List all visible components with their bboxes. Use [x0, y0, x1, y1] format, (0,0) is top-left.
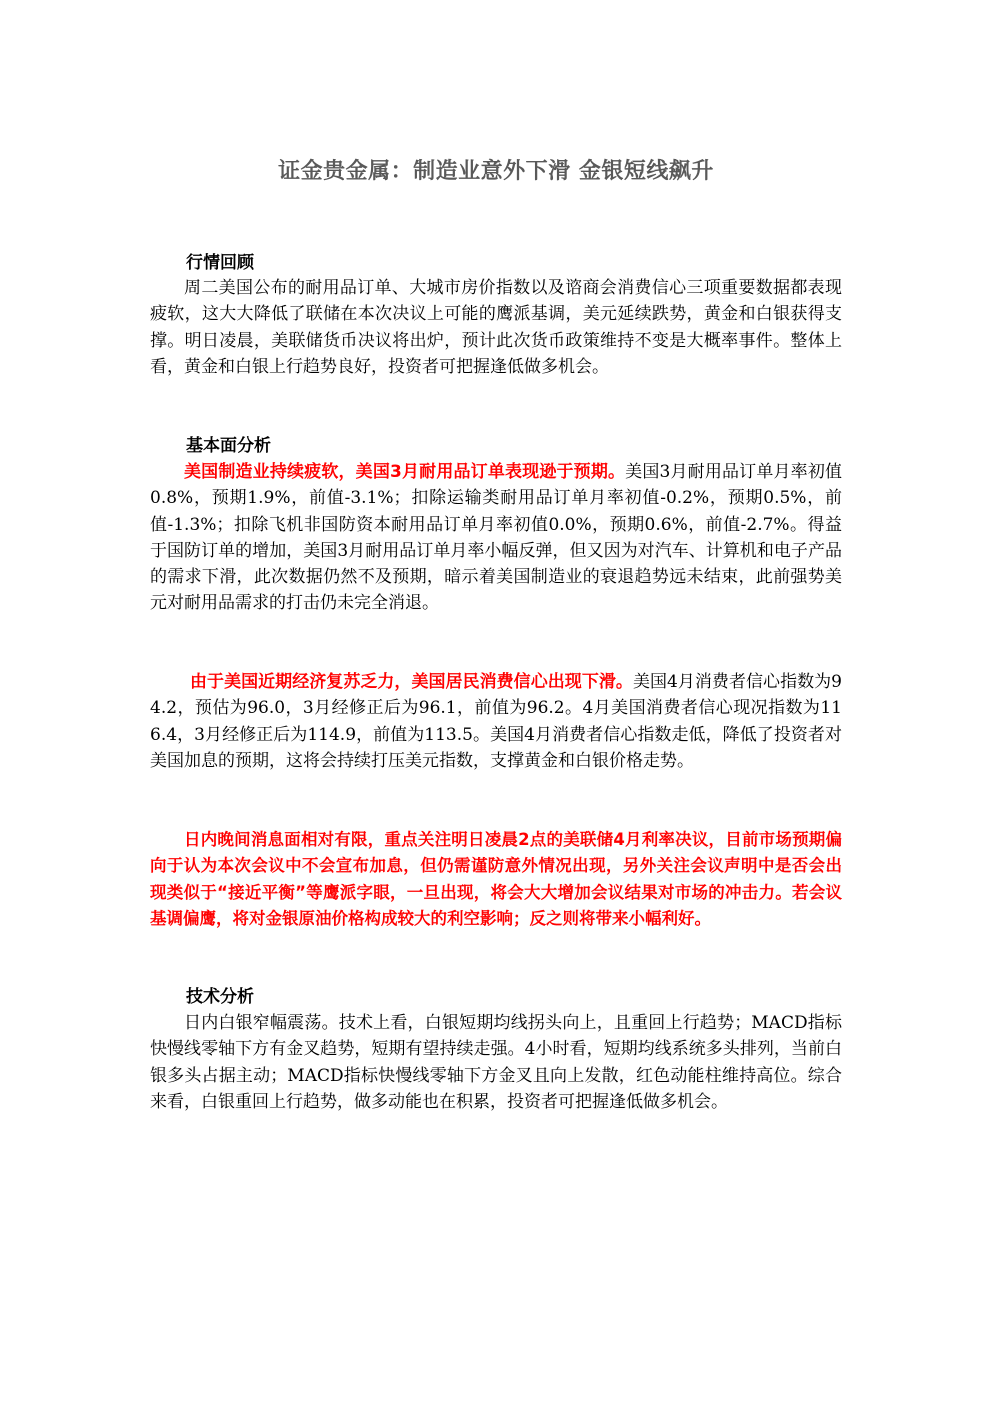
section-heading-technical: 技术分析	[186, 987, 254, 1007]
fundamental-highlight-2: 由于美国近期经济复苏乏力，美国居民消费信心出现下滑。	[190, 672, 633, 692]
fundamental-text-2: 美国4月消费者信心指数为94.2，预估为96.0，3月经修正后为96.1，前值为96.2。4月美国消费者信心现况指数为116.4，3月经修正后为114.9，前值为113.5。美国4月消费者信心指数走低，降低了投资者对美国加息的预期，这将会持续打压美元指数，支撑黄金和白银价格走势。	[150, 672, 842, 771]
fundamental-paragraph-2	[150, 669, 842, 774]
fundamental-highlight-1: 美国制造业持续疲软，美国3月耐用品订单表现逊于预期。	[184, 462, 626, 482]
document-title: 证金贵金属：制造业意外下滑 金银短线飙升	[278, 159, 714, 184]
fundamental-text-1: 美国3月耐用品订单月率初值0.8%，预期1.9%，前值-3.1%；扣除运输类耐用品订单月率初值-0.2%，预期0.5%，前值-1.3%；扣除飞机非国防资本耐用品订单月率初值0.0%，预期0.6%，前值-2.7%。得益于国防订单的增加，美国3月耐用品订单月率小幅反弹，但又因为对汽车、计算机和电子产品的需求下滑，此次数据仍然不及预期，暗示着美国制造业的衰退趋势远未结束，此前强势美元对耐用品需求的打击仍未完全消退。	[150, 462, 842, 614]
fundamental-paragraph-3: 日内晚间消息面相对有限，重点关注明日凌晨2点的美联储4月利率决议，目前市场预期偏向于认为本次会议中不会宣布加息，但仍需谨防意外情况出现，另外关注会议声明中是否会出现类似于“接近平衡”等鹰派字眼，一旦出现，将会大大增加会议结果对市场的冲击力。若会议基调偏鹰，将对金银原油价格构成较大的利空影响；反之则将带来小幅利好。	[150, 830, 842, 928]
section-heading-fundamental: 基本面分析	[186, 436, 271, 456]
fundamental-paragraph-1	[150, 459, 842, 617]
technical-paragraph: 日内白银窄幅震荡。技术上看，白银短期均线拐头向上，且重回上行趋势；MACD指标快慢线零轴下方有金叉趋势，短期有望持续走强。4小时看，短期均线系统多头排列，当前白银多头占据主动；MACD指标快慢线零轴下方金叉且向上发散，红色动能柱维持高位。综合来看，白银重回上行趋势，做多动能也在积累，投资者可把握逢低做多机会。	[150, 1013, 842, 1112]
review-paragraph: 周二美国公布的耐用品订单、大城市房价指数以及谘商会消费信心三项重要数据都表现疲软，这大大降低了联储在本次决议上可能的鹰派基调，美元延续跌势，黄金和白银获得支撑。明日凌晨，美联储货币决议将出炉，预计此次货币政策维持不变是大概率事件。整体上看，黄金和白银上行趋势良好，投资者可把握逢低做多机会。	[150, 278, 842, 377]
section-heading-review: 行情回顾	[186, 253, 254, 273]
